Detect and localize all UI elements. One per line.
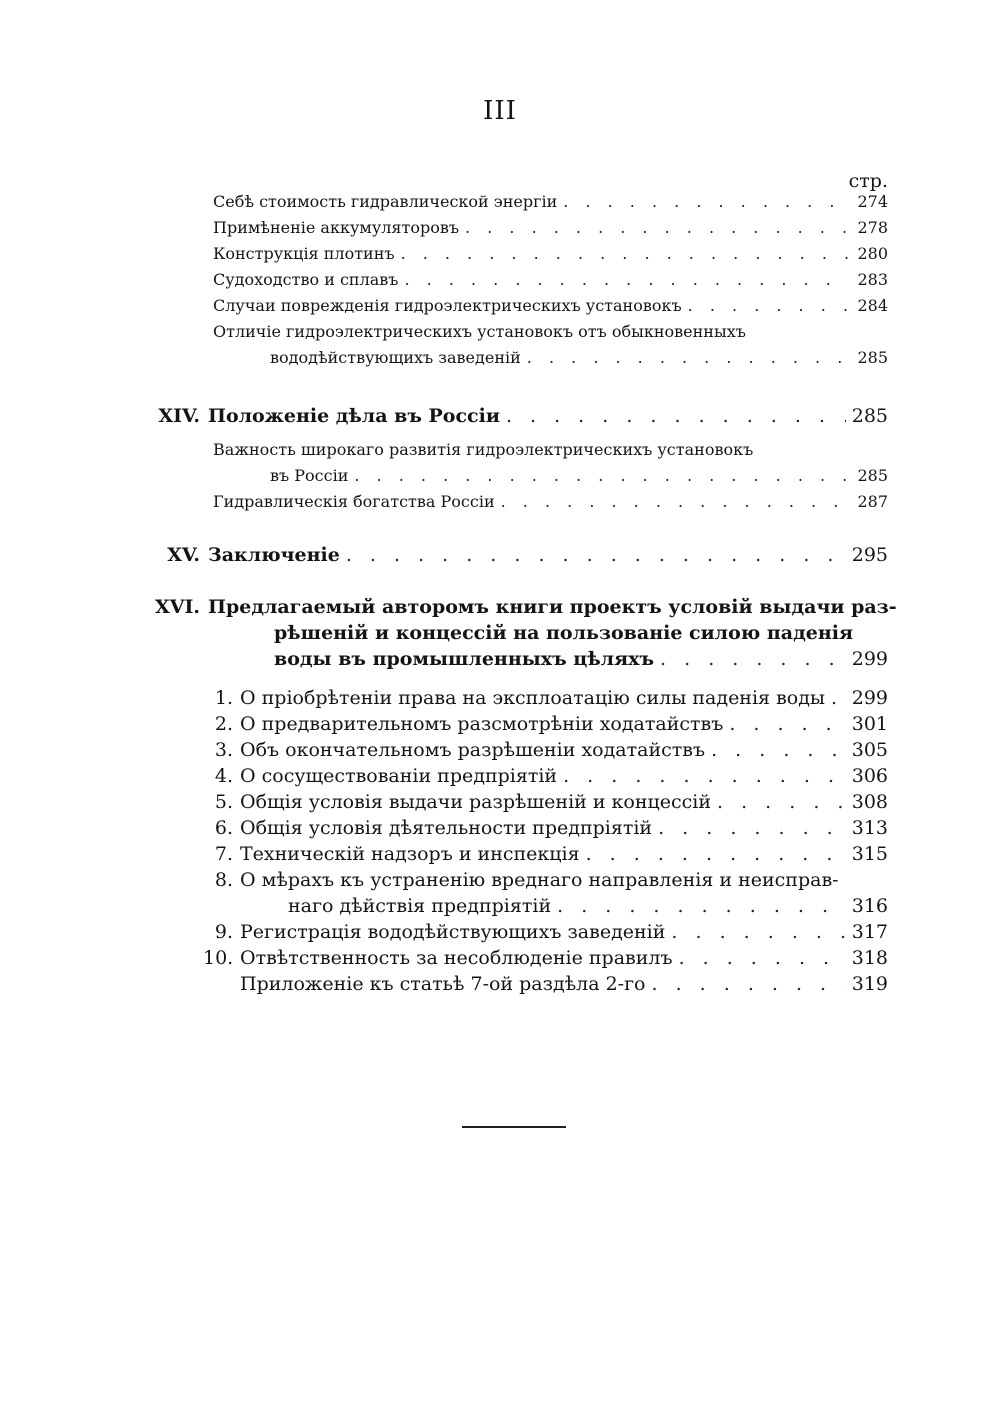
- entry-title: Себѣ стоимость гидравлической энергіи: [213, 192, 558, 211]
- toc-entry[interactable]: [213, 270, 888, 289]
- section-page: 299: [851, 648, 888, 670]
- toc-entry[interactable]: [213, 492, 888, 511]
- item-title: Объ окончательномъ разрѣшеніи ходатайствъ: [240, 739, 706, 761]
- toc-entry[interactable]: [213, 218, 888, 237]
- leader-dots: [688, 296, 848, 315]
- item-number: 3.: [214, 739, 233, 761]
- closing-rule: [462, 1126, 566, 1128]
- leader-dots: [671, 919, 845, 945]
- item-page: 308: [851, 791, 888, 813]
- leader-dots: [563, 763, 846, 789]
- page-number: III: [483, 96, 517, 126]
- item-title: О предварительномъ разсмотрѣніи ходатайствъ: [240, 713, 724, 735]
- item-page: 318: [851, 947, 888, 969]
- item-title: О сосуществованіи предпріятій: [240, 765, 558, 787]
- item-title: О мѣрахъ къ устраненію вреднаго направленія и неисправ-: [240, 869, 839, 891]
- leader-dots: [506, 403, 846, 429]
- toc-item-line1[interactable]: [240, 867, 888, 893]
- toc-item[interactable]: [240, 763, 888, 789]
- section-heading[interactable]: [208, 542, 888, 568]
- item-number: 5.: [214, 791, 233, 813]
- leader-dots: [717, 789, 846, 815]
- leader-dots: [404, 270, 848, 289]
- section-number: XV.: [167, 544, 200, 566]
- section-title-continued: воды въ промышленныхъ цѣляхъ: [274, 648, 655, 670]
- entry-page: 287: [857, 492, 888, 511]
- leader-dots: [711, 737, 846, 763]
- section-title-continued: рѣшеній и концессій на пользованіе силою паденія: [274, 622, 853, 644]
- item-number: 1.: [214, 687, 233, 709]
- toc-item[interactable]: [288, 893, 888, 919]
- item-number: 7.: [214, 843, 233, 865]
- item-title: Отвѣтственность за несоблюденіе правилъ: [240, 947, 673, 969]
- item-title: Техническій надзоръ и инспекція: [240, 843, 580, 865]
- section-page: 285: [851, 405, 888, 427]
- section-heading-line1[interactable]: [208, 594, 897, 620]
- toc-entry[interactable]: [213, 192, 888, 211]
- item-number: 4.: [214, 765, 233, 787]
- entry-title: Судоходство и сплавъ: [213, 270, 399, 289]
- leader-dots: [563, 192, 848, 211]
- item-page: 317: [851, 921, 888, 943]
- item-number: 6.: [214, 817, 233, 839]
- entry-page: 274: [857, 192, 888, 211]
- item-number: 9.: [214, 921, 233, 943]
- item-title: Регистрація вододѣйствующихъ заведеній: [240, 921, 666, 943]
- entry-title: Примѣненіе аккумуляторовъ: [213, 218, 460, 237]
- item-title: Общія условія выдачи разрѣшеній и концессій: [240, 791, 712, 813]
- entry-title: Случаи поврежденія гидроэлектрическихъ установокъ: [213, 296, 682, 315]
- section-title: Положеніе дѣла въ Россіи: [208, 405, 500, 427]
- item-title: Приложеніе къ статьѣ 7-ой раздѣла 2-го: [240, 973, 646, 995]
- entry-page: 285: [857, 348, 888, 367]
- entry-page: 280: [857, 244, 888, 263]
- item-page: 315: [851, 843, 888, 865]
- item-page: 305: [851, 739, 888, 761]
- leader-dots: [729, 711, 845, 737]
- item-page: 301: [851, 713, 888, 735]
- item-number: 2.: [214, 713, 233, 735]
- item-page: 316: [851, 895, 888, 917]
- toc-item[interactable]: [240, 737, 888, 763]
- entry-page: 285: [857, 466, 888, 485]
- section-page: 295: [851, 544, 888, 566]
- toc-item-appendix[interactable]: [240, 971, 888, 997]
- item-page: 319: [851, 973, 888, 995]
- toc-item[interactable]: [240, 945, 888, 971]
- entry-title: Гидравлическія богатства Россіи: [213, 492, 495, 511]
- section-heading-line3[interactable]: [274, 646, 888, 672]
- toc-item[interactable]: [240, 815, 888, 841]
- entry-title: Отличіе гидроэлектрическихъ установокъ отъ обыкновенныхъ: [213, 322, 746, 341]
- section-title: Предлагаемый авторомъ книги проектъ условій выдачи раз-: [208, 596, 897, 618]
- page-column-header: стр.: [848, 170, 888, 192]
- toc-item[interactable]: [240, 789, 888, 815]
- toc-item[interactable]: [240, 711, 888, 737]
- leader-dots: [527, 348, 848, 367]
- leader-dots: [660, 646, 846, 672]
- item-page: 313: [851, 817, 888, 839]
- toc-entry[interactable]: [213, 244, 888, 263]
- section-title: Заключеніе: [208, 544, 340, 566]
- entry-page: 284: [857, 296, 888, 315]
- leader-dots: [354, 466, 848, 485]
- entry-title-continued: въ Россіи: [270, 466, 349, 485]
- entry-page: 278: [857, 218, 888, 237]
- toc-entry-line1[interactable]: [213, 322, 888, 341]
- leader-dots: [501, 492, 848, 511]
- toc-entry[interactable]: [213, 296, 888, 315]
- leader-dots: [679, 945, 846, 971]
- item-title: Общія условія дѣятельности предпріятій: [240, 817, 653, 839]
- item-number: 8.: [214, 869, 233, 891]
- toc-entry-line1[interactable]: [213, 440, 888, 459]
- leader-dots: [401, 244, 848, 263]
- section-heading-line2[interactable]: [274, 620, 888, 646]
- item-title: О пріобрѣтеніи права на эксплоатацію силы паденія воды: [240, 687, 826, 709]
- leader-dots: [658, 815, 846, 841]
- toc-item[interactable]: [240, 919, 888, 945]
- entry-page: 283: [857, 270, 888, 289]
- leader-dots: [652, 971, 846, 997]
- toc-item[interactable]: [240, 841, 888, 867]
- toc-entry[interactable]: [270, 466, 888, 485]
- toc-entry[interactable]: [270, 348, 888, 367]
- item-number: 10.: [203, 947, 234, 969]
- item-page: 299: [851, 687, 888, 709]
- leader-dots: [346, 542, 846, 568]
- entry-title-continued: вододѣйствующихъ заведеній: [270, 348, 521, 367]
- section-number: XVI.: [155, 596, 200, 618]
- section-heading[interactable]: [208, 403, 888, 429]
- leader-dots: [586, 841, 846, 867]
- item-title-continued: наго дѣйствія предпріятій: [288, 895, 552, 917]
- section-number: XIV.: [158, 405, 200, 427]
- leader-dots: [465, 218, 848, 237]
- item-page: 306: [851, 765, 888, 787]
- entry-title: Конструкція плотинъ: [213, 244, 395, 263]
- toc-item[interactable]: [240, 685, 888, 711]
- entry-title: Важность широкаго развитія гидроэлектрическихъ установокъ: [213, 440, 754, 459]
- leader-dots: [831, 685, 846, 711]
- leader-dots: [557, 893, 846, 919]
